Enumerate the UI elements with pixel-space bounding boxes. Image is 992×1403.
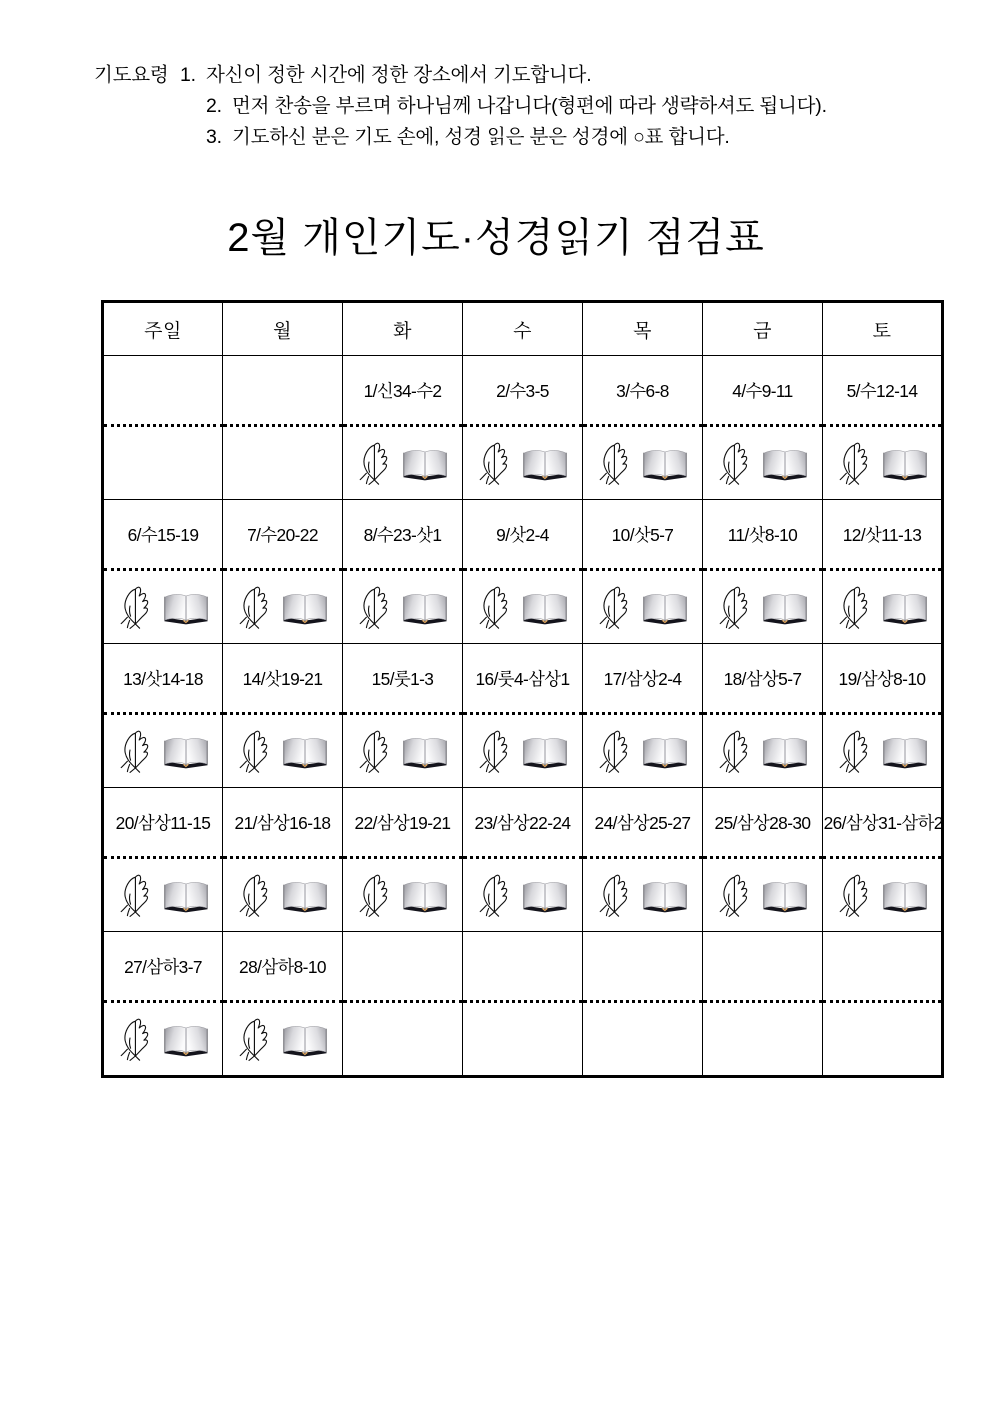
date-label: 21/삼상16-18 — [234, 812, 331, 833]
instruction-text-3: 기도하신 분은 기도 손에, 성경 읽은 분은 성경에 ○표 합니다. — [232, 126, 730, 148]
date-label: 5/수12-14 — [846, 380, 918, 401]
checkmark-cell[interactable] — [463, 714, 583, 788]
date-cell-empty — [343, 932, 463, 1002]
praying-hands-icon — [596, 872, 632, 918]
open-book-icon — [401, 588, 449, 626]
bible-check-target[interactable] — [641, 444, 689, 482]
prayer-check-target[interactable] — [596, 728, 632, 774]
prayer-check-target[interactable] — [356, 440, 392, 486]
date-cell — [343, 356, 463, 426]
prayer-bible-icon-pair — [583, 859, 702, 931]
checkmark-cell-empty — [583, 1002, 703, 1077]
date-cell — [223, 788, 343, 858]
praying-hands-icon — [836, 872, 872, 918]
checkmark-cell[interactable] — [103, 714, 223, 788]
prayer-check-target[interactable] — [117, 1016, 153, 1062]
open-book-icon — [281, 1020, 329, 1058]
checkmark-cell[interactable] — [583, 714, 703, 788]
checkmark-cell[interactable] — [823, 858, 943, 932]
praying-hands-icon — [716, 440, 752, 486]
praying-hands-icon — [236, 1016, 272, 1062]
date-cell — [103, 788, 223, 858]
prayer-check-target[interactable] — [836, 728, 872, 774]
column-header-tuesday: 화 — [343, 302, 463, 356]
prayer-check-target[interactable] — [596, 584, 632, 630]
date-cell — [703, 644, 823, 714]
column-header-saturday: 토 — [823, 302, 943, 356]
checkmark-cell[interactable] — [703, 858, 823, 932]
open-book-icon — [881, 588, 929, 626]
praying-hands-icon — [716, 872, 752, 918]
date-label: 2/수3-5 — [496, 380, 549, 401]
bible-check-target[interactable] — [761, 588, 809, 626]
date-cell-empty — [823, 932, 943, 1002]
checkmark-cell[interactable] — [223, 570, 343, 644]
bible-check-target[interactable] — [881, 876, 929, 914]
open-book-icon — [281, 732, 329, 770]
praying-hands-icon — [356, 440, 392, 486]
open-book-icon — [401, 444, 449, 482]
prayer-bible-icon-pair — [223, 715, 342, 787]
date-cell — [583, 788, 703, 858]
prayer-bible-icon-pair — [223, 859, 342, 931]
instructions-label: 기도요령 — [94, 64, 169, 86]
checkmark-cell[interactable] — [583, 858, 703, 932]
praying-hands-icon — [836, 440, 872, 486]
instruction-line-1 — [94, 60, 954, 91]
praying-hands-icon — [356, 872, 392, 918]
bible-check-target[interactable] — [281, 588, 329, 626]
praying-hands-icon — [596, 440, 632, 486]
prayer-check-target[interactable] — [716, 728, 752, 774]
prayer-check-target[interactable] — [476, 440, 512, 486]
date-label: 20/삼상11-15 — [115, 812, 211, 833]
date-label: 25/삼상28-30 — [714, 812, 811, 833]
prayer-bible-icon-pair — [463, 859, 582, 931]
date-label: 19/삼상8-10 — [838, 668, 926, 689]
prayer-check-target[interactable] — [117, 584, 153, 630]
open-book-icon — [881, 732, 929, 770]
bible-check-target[interactable] — [881, 732, 929, 770]
checkmark-cell[interactable] — [823, 714, 943, 788]
checkmark-cell[interactable] — [103, 1002, 223, 1077]
prayer-bible-icon-pair — [583, 427, 702, 499]
date-cell — [463, 788, 583, 858]
bible-check-target[interactable] — [281, 1020, 329, 1058]
praying-hands-icon — [117, 872, 153, 918]
open-book-icon — [881, 444, 929, 482]
prayer-bible-checklist-table — [101, 300, 944, 1078]
date-label: 22/삼상19-21 — [354, 812, 451, 833]
bible-check-target[interactable] — [761, 732, 809, 770]
date-cell — [343, 788, 463, 858]
date-cell — [223, 932, 343, 1002]
date-cell-empty — [223, 356, 343, 426]
prayer-bible-icon-pair — [823, 715, 941, 787]
bible-check-target[interactable] — [281, 732, 329, 770]
date-label: 14/삿19-21 — [242, 668, 323, 689]
date-label: 28/삼하8-10 — [239, 956, 326, 977]
open-book-icon — [521, 876, 569, 914]
checkmark-cell[interactable] — [103, 858, 223, 932]
checkmark-cell[interactable] — [343, 570, 463, 644]
instruction-text-1: 자신이 정한 시간에 정한 장소에서 기도합니다. — [206, 64, 592, 86]
date-label: 10/삿5-7 — [611, 524, 674, 545]
date-label: 24/삼상25-27 — [594, 812, 691, 833]
prayer-check-target[interactable] — [836, 440, 872, 486]
date-cell — [583, 644, 703, 714]
date-cell — [223, 644, 343, 714]
bible-check-target[interactable] — [401, 444, 449, 482]
calendar-container — [101, 300, 941, 1078]
open-book-icon — [881, 876, 929, 914]
bible-check-target[interactable] — [281, 876, 329, 914]
date-cell — [463, 500, 583, 570]
open-book-icon — [401, 732, 449, 770]
praying-hands-icon — [356, 728, 392, 774]
prayer-bible-icon-pair — [583, 715, 702, 787]
bible-check-target[interactable] — [881, 444, 929, 482]
checkmark-cell[interactable] — [463, 426, 583, 500]
instruction-number-2: 2. — [206, 95, 222, 117]
prayer-bible-icon-pair — [823, 571, 941, 643]
checkmark-cell-empty — [823, 1002, 943, 1077]
checkmark-cell[interactable] — [103, 570, 223, 644]
prayer-bible-icon-pair — [583, 571, 702, 643]
checkmark-cell[interactable] — [703, 426, 823, 500]
date-cell — [463, 356, 583, 426]
bible-check-target[interactable] — [521, 588, 569, 626]
prayer-check-target[interactable] — [596, 872, 632, 918]
date-cell — [583, 500, 703, 570]
prayer-bible-icon-pair — [343, 715, 462, 787]
date-cell — [703, 356, 823, 426]
prayer-check-target[interactable] — [716, 872, 752, 918]
bible-check-target[interactable] — [401, 876, 449, 914]
prayer-check-target[interactable] — [236, 872, 272, 918]
prayer-check-target[interactable] — [356, 584, 392, 630]
prayer-check-target[interactable] — [596, 440, 632, 486]
praying-hands-icon — [836, 584, 872, 630]
bible-check-target[interactable] — [401, 588, 449, 626]
date-cell — [703, 500, 823, 570]
prayer-bible-icon-pair — [223, 571, 342, 643]
prayer-bible-icon-pair — [463, 715, 582, 787]
prayer-bible-icon-pair — [703, 571, 822, 643]
date-row — [103, 788, 943, 858]
instructions-block — [94, 60, 954, 153]
column-header-wednesday: 수 — [463, 302, 583, 356]
date-label: 23/삼상22-24 — [474, 812, 571, 833]
open-book-icon — [162, 732, 210, 770]
bible-check-target[interactable] — [641, 732, 689, 770]
date-cell-empty — [703, 932, 823, 1002]
checkmark-cell[interactable] — [823, 570, 943, 644]
prayer-bible-icon-pair — [343, 427, 462, 499]
checkmark-cell-empty — [223, 426, 343, 500]
column-header-thursday: 목 — [583, 302, 703, 356]
praying-hands-icon — [716, 584, 752, 630]
instruction-number-3: 3. — [206, 126, 222, 148]
instruction-number-1: 1. — [180, 64, 196, 86]
date-label: 1/신34-수2 — [363, 380, 442, 401]
checkmark-cell[interactable] — [223, 1002, 343, 1077]
checkmark-row — [103, 1002, 943, 1077]
praying-hands-icon — [596, 584, 632, 630]
praying-hands-icon — [716, 728, 752, 774]
date-row — [103, 932, 943, 1002]
prayer-check-target[interactable] — [836, 872, 872, 918]
checkmark-cell-empty — [103, 426, 223, 500]
checkmark-cell[interactable] — [583, 570, 703, 644]
bible-check-target[interactable] — [521, 876, 569, 914]
praying-hands-icon — [236, 584, 272, 630]
praying-hands-icon — [356, 584, 392, 630]
bible-check-target[interactable] — [881, 588, 929, 626]
open-book-icon — [281, 588, 329, 626]
open-book-icon — [521, 588, 569, 626]
column-header-friday: 금 — [703, 302, 823, 356]
prayer-bible-icon-pair — [703, 427, 822, 499]
date-cell — [583, 356, 703, 426]
checkmark-row — [103, 570, 943, 644]
date-label: 17/삼상2-4 — [603, 668, 682, 689]
praying-hands-icon — [236, 728, 272, 774]
prayer-check-target[interactable] — [236, 584, 272, 630]
date-label: 6/수15-19 — [127, 524, 199, 545]
date-label: 26/삼상31-삼하2 — [823, 812, 943, 833]
prayer-bible-icon-pair — [463, 427, 582, 499]
open-book-icon — [761, 588, 809, 626]
checkmark-cell[interactable] — [823, 426, 943, 500]
date-cell — [223, 500, 343, 570]
date-label: 3/수6-8 — [616, 380, 669, 401]
table-header-row — [103, 302, 943, 356]
checkmark-cell[interactable] — [343, 426, 463, 500]
prayer-bible-icon-pair — [703, 715, 822, 787]
open-book-icon — [521, 444, 569, 482]
praying-hands-icon — [236, 872, 272, 918]
prayer-check-target[interactable] — [716, 440, 752, 486]
instruction-text-2: 먼저 찬송을 부르며 하나님께 나갑니다(형편에 따라 생략하셔도 됩니다). — [232, 95, 827, 117]
page-title: 2월 개인기도·성경읽기 점검표 — [227, 216, 765, 260]
praying-hands-icon — [117, 584, 153, 630]
open-book-icon — [641, 444, 689, 482]
open-book-icon — [281, 876, 329, 914]
prayer-bible-icon-pair — [343, 571, 462, 643]
instruction-line-2 — [94, 91, 954, 122]
prayer-check-target[interactable] — [236, 1016, 272, 1062]
praying-hands-icon — [117, 728, 153, 774]
date-cell — [823, 356, 943, 426]
bible-check-target[interactable] — [761, 876, 809, 914]
date-cell — [823, 500, 943, 570]
date-cell-empty — [103, 356, 223, 426]
date-cell-empty — [463, 932, 583, 1002]
date-label: 13/삿14-18 — [123, 668, 203, 689]
bible-check-target[interactable] — [761, 444, 809, 482]
checkmark-cell[interactable] — [463, 858, 583, 932]
open-book-icon — [162, 876, 210, 914]
bible-check-target[interactable] — [162, 876, 210, 914]
date-label: 11/삿8-10 — [727, 524, 798, 545]
prayer-check-target[interactable] — [476, 872, 512, 918]
date-cell — [103, 932, 223, 1002]
prayer-bible-icon-pair — [104, 571, 222, 643]
checkmark-cell[interactable] — [703, 714, 823, 788]
date-cell-empty — [583, 932, 703, 1002]
open-book-icon — [761, 876, 809, 914]
bible-check-target[interactable] — [521, 444, 569, 482]
date-label: 8/수23-삿1 — [363, 524, 442, 545]
date-cell — [343, 500, 463, 570]
checkmark-cell[interactable] — [223, 858, 343, 932]
prayer-bible-icon-pair — [703, 859, 822, 931]
open-book-icon — [641, 876, 689, 914]
checkmark-cell-empty — [703, 1002, 823, 1077]
date-cell — [703, 788, 823, 858]
praying-hands-icon — [476, 440, 512, 486]
bible-check-target[interactable] — [162, 1020, 210, 1058]
prayer-check-target[interactable] — [716, 584, 752, 630]
checkmark-cell[interactable] — [223, 714, 343, 788]
prayer-check-target[interactable] — [476, 584, 512, 630]
open-book-icon — [162, 1020, 210, 1058]
column-header-monday: 월 — [223, 302, 343, 356]
open-book-icon — [641, 732, 689, 770]
date-label: 18/삼상5-7 — [723, 668, 802, 689]
prayer-bible-icon-pair — [463, 571, 582, 643]
checkmark-cell[interactable] — [583, 426, 703, 500]
praying-hands-icon — [476, 872, 512, 918]
praying-hands-icon — [476, 728, 512, 774]
bible-check-target[interactable] — [162, 732, 210, 770]
date-cell — [103, 500, 223, 570]
bible-check-target[interactable] — [641, 876, 689, 914]
prayer-bible-icon-pair — [104, 1003, 222, 1075]
date-label: 16/룻4-삼상1 — [475, 668, 570, 689]
instruction-line-3 — [94, 122, 954, 153]
date-label: 15/룻1-3 — [371, 668, 434, 689]
praying-hands-icon — [596, 728, 632, 774]
open-book-icon — [761, 732, 809, 770]
praying-hands-icon — [117, 1016, 153, 1062]
checkmark-cell[interactable] — [343, 714, 463, 788]
date-label: 7/수20-22 — [247, 524, 318, 545]
prayer-bible-icon-pair — [104, 859, 222, 931]
prayer-check-target[interactable] — [476, 728, 512, 774]
checkmark-row — [103, 858, 943, 932]
date-row — [103, 356, 943, 426]
open-book-icon — [401, 876, 449, 914]
prayer-bible-icon-pair — [823, 859, 941, 931]
table-body — [103, 356, 943, 1077]
date-label: 4/수9-11 — [732, 380, 793, 401]
date-cell — [823, 644, 943, 714]
date-label: 12/삿11-13 — [842, 524, 922, 545]
prayer-check-target[interactable] — [117, 872, 153, 918]
checkmark-cell[interactable] — [343, 858, 463, 932]
checkmark-row — [103, 714, 943, 788]
checkmark-cell-empty — [463, 1002, 583, 1077]
column-header-sunday: 주일 — [103, 302, 223, 356]
prayer-check-target[interactable] — [356, 872, 392, 918]
prayer-bible-icon-pair — [823, 427, 941, 499]
checkmark-cell[interactable] — [463, 570, 583, 644]
date-cell — [103, 644, 223, 714]
date-row — [103, 500, 943, 570]
bible-check-target[interactable] — [162, 588, 210, 626]
date-label: 27/삼하3-7 — [124, 956, 202, 977]
checkmark-cell-empty — [343, 1002, 463, 1077]
date-row — [103, 644, 943, 714]
date-cell — [463, 644, 583, 714]
open-book-icon — [162, 588, 210, 626]
prayer-check-target[interactable] — [356, 728, 392, 774]
prayer-check-target[interactable] — [236, 728, 272, 774]
prayer-check-target[interactable] — [836, 584, 872, 630]
open-book-icon — [641, 588, 689, 626]
checkmark-cell[interactable] — [703, 570, 823, 644]
praying-hands-icon — [476, 584, 512, 630]
bible-check-target[interactable] — [521, 732, 569, 770]
date-cell — [343, 644, 463, 714]
praying-hands-icon — [836, 728, 872, 774]
bible-check-target[interactable] — [641, 588, 689, 626]
checkmark-row — [103, 426, 943, 500]
prayer-bible-icon-pair — [104, 715, 222, 787]
open-book-icon — [761, 444, 809, 482]
bible-check-target[interactable] — [401, 732, 449, 770]
open-book-icon — [521, 732, 569, 770]
prayer-bible-icon-pair — [343, 859, 462, 931]
date-label: 9/삿2-4 — [496, 524, 549, 545]
prayer-bible-icon-pair — [223, 1003, 342, 1075]
date-cell — [823, 788, 943, 858]
prayer-check-target[interactable] — [117, 728, 153, 774]
